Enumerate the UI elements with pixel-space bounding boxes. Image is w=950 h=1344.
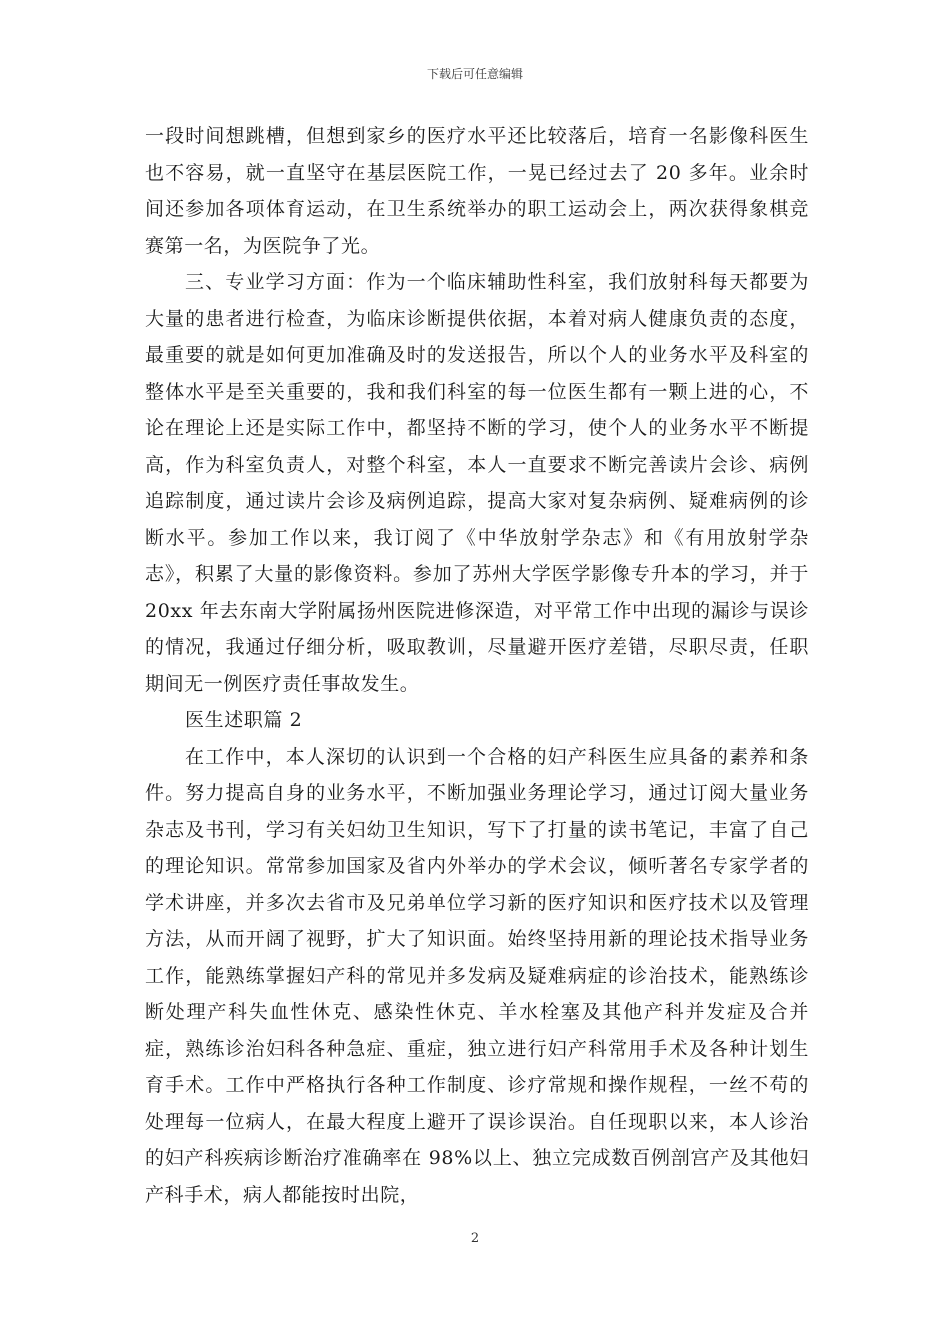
- section-heading: 医生述职篇 2: [185, 709, 303, 731]
- paragraph-professional-study: 三、专业学习方面：作为一个临床辅助性科室，我们放射科每天都要为大量的患者进行检查，为临床诊断提供依据，本着对病人健康负责的态度，最重要的就是如何更加准确及时的发送报告，所以个人的业务水平及科室的整体水平是至关重要的，我和我们科室的每一位医生都有一颗上进的心，不论在理论上还是实际工作中，都坚持不断的学习，使个人的业务水平不断提高，作为科室负责人，对整个科室，本人一直要求不断完善读片会诊、病例追踪制度，通过读片会诊及病例追踪，提高大家对复杂病例、疑难病例的诊断水平。参加工作以来，我订阅了《中华放射学杂志》和《有用放射学杂志》，积累了大量的影像资料。参加了苏州大学医学影像专升本的学习，并于 20xx 年去东南大学附属扬州医院进修深造，对平常工作中出现的漏诊与误诊的情况，我通过仔细分析，吸取教训，尽量避开医疗差错，尽职尽责，任职期间无一例医疗责任事故发生。: [145, 271, 809, 695]
- document-body: [145, 118, 809, 1213]
- page-header: 下载后可任意编辑: [426, 67, 523, 81]
- paragraph-continuation: 一段时间想跳槽，但想到家乡的医疗水平还比较落后，培育一名影像科医生也不容易，就一直坚守在基层医院工作，一晃已经过去了 20 多年。业余时间还参加各项体育运动，在卫生系统举办的职工运动会上，两次获得象棋竞赛第一名，为医院争了光。: [145, 125, 809, 257]
- paragraph-obstetrics-work: 在工作中，本人深切的认识到一个合格的妇产科医生应具备的素养和条件。努力提高自身的业务水平，不断加强业务理论学习，通过订阅大量业务杂志及书刊，学习有关妇幼卫生知识，写下了打量的读书笔记，丰富了自己的理论知识。常常参加国家及省内外举办的学术会议，倾听著名专家学者的学术讲座，并多次去省市及兄弟单位学习新的医疗知识和医疗技术以及管理方法，从而开阔了视野，扩大了知识面。始终坚持用新的理论技术指导业务工作，能熟练掌握妇产科的常见并多发病及疑难病症的诊治技术，能熟练诊断处理产科失血性休克、感染性休克、羊水栓塞及其他产科并发症及合并症，熟练诊治妇科各种急症、重症，独立进行妇产科常用手术及各种计划生育手术。工作中严格执行各种工作制度、诊疗常规和操作规程，一丝不苟的处理每一位病人，在最大程度上避开了误诊误治。自任现职以来，本人诊治的妇产科疾病诊断治疗准确率在 98%以上、独立完成数百例剖宫产及其他妇产科手术，病人都能按时出院，: [145, 745, 809, 1206]
- page-number: 2: [470, 1231, 480, 1246]
